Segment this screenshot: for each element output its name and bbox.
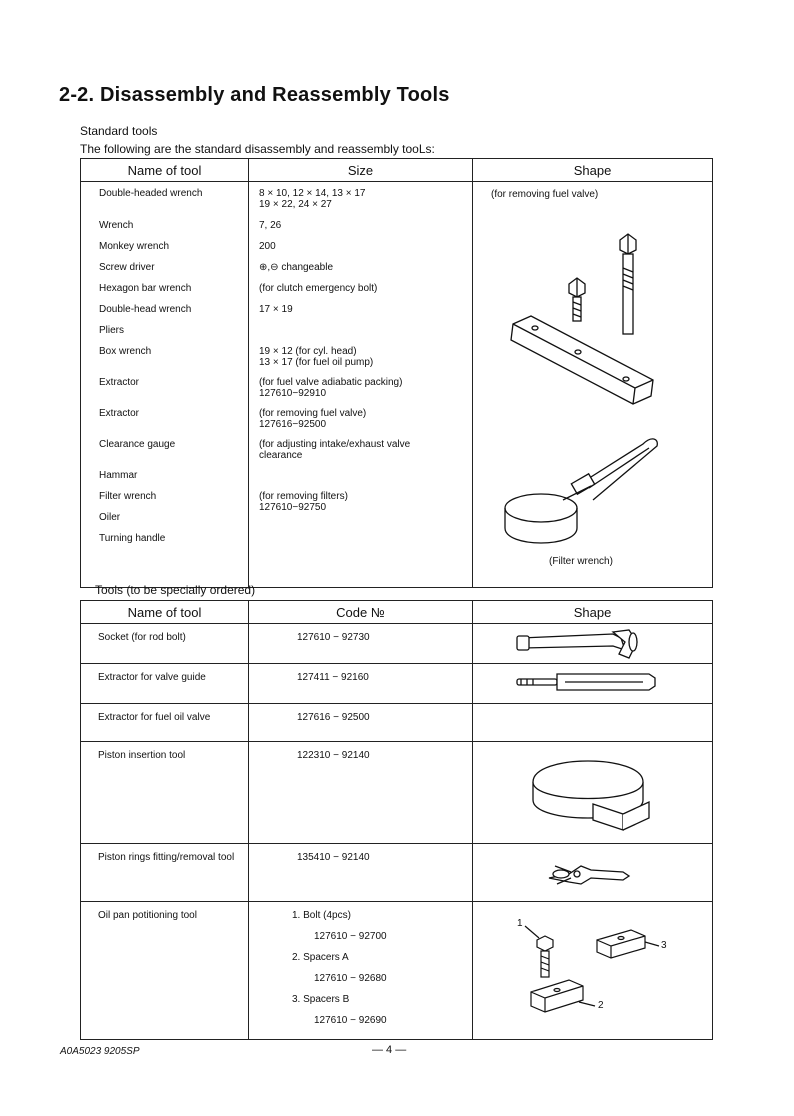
- column-header: Shape: [473, 159, 713, 182]
- part-code: 127610 − 92680: [314, 973, 387, 984]
- table-row: [81, 704, 713, 742]
- tool-shape-cell: [473, 624, 713, 664]
- part-code: 127610 − 92690: [314, 1015, 387, 1026]
- special-tools-heading: Tools (to be specially ordered): [95, 583, 256, 597]
- size-line: 127610−92910: [259, 388, 327, 399]
- part-label: 2. Spacers A: [292, 952, 349, 963]
- tool-name: Wrench: [99, 220, 134, 231]
- tool-name: Pliers: [99, 325, 125, 336]
- column-header: Size: [249, 159, 473, 182]
- tool-code: 127616 − 92500: [249, 704, 473, 742]
- page-number: — 4 —: [372, 1044, 407, 1056]
- column-header: Name of tool: [81, 159, 249, 182]
- tool-name: Extractor: [99, 377, 140, 388]
- tool-size: (for clutch emergency bolt): [259, 283, 378, 294]
- tool-name: Oil pan potitioning tool: [81, 902, 249, 1040]
- fuel-valve-tool-icon: [473, 182, 713, 587]
- size-line: 13 × 17 (for fuel oil pump): [259, 357, 374, 368]
- tool-name: Monkey wrench: [99, 241, 170, 252]
- tool-size: 17 × 19: [259, 304, 293, 315]
- valve-guide-extractor-icon: [473, 664, 711, 700]
- tool-shape-cell: [473, 844, 713, 902]
- tool-name: Socket (for rod bolt): [81, 624, 249, 664]
- tool-name: Double-headed wrench: [99, 188, 203, 199]
- table-row: [81, 844, 713, 902]
- part-code: 127610 − 92700: [314, 931, 387, 942]
- size-line: 8 × 10, 12 × 14, 13 × 17: [259, 188, 366, 199]
- tool-size: 7, 26: [259, 220, 282, 231]
- standard-tools-heading: Standard tools: [80, 124, 158, 138]
- tool-size: [259, 470, 472, 491]
- table-row: [81, 182, 713, 588]
- document-code: A0A5023 9205SP: [60, 1046, 140, 1057]
- size-line: (for adjusting intake/exhaust valve: [259, 439, 411, 450]
- callout-label: 1: [517, 918, 523, 929]
- tool-code-list: [249, 902, 473, 1040]
- callout-label: 3: [661, 940, 667, 951]
- tool-name: Double-head wrench: [99, 304, 192, 315]
- callout-label: 2: [598, 1000, 604, 1011]
- tool-name: Piston rings fitting/removal tool: [81, 844, 249, 902]
- special-tools-table: [80, 600, 713, 1040]
- tool-size-column: [249, 182, 473, 588]
- standard-tools-table: [80, 158, 713, 588]
- tool-code: 135410 − 92140: [249, 844, 473, 902]
- tool-name: Extractor for fuel oil valve: [81, 704, 249, 742]
- tool-shape-cell: [473, 664, 713, 704]
- column-header: Name of tool: [81, 601, 249, 624]
- piston-band-icon: [473, 742, 711, 840]
- column-header: Shape: [473, 601, 713, 624]
- table-row: [81, 664, 713, 704]
- size-line: (for removing filters): [259, 491, 348, 502]
- tool-size: [259, 408, 472, 439]
- size-line: 19 × 22, 24 × 27: [259, 199, 332, 210]
- tool-size: [259, 439, 472, 470]
- ring-pliers-icon: [473, 844, 711, 898]
- table-header-row: [81, 601, 713, 624]
- tool-size: [259, 188, 472, 220]
- part-label: 1. Bolt (4pcs): [292, 910, 351, 921]
- tool-name: Extractor for valve guide: [81, 664, 249, 704]
- tool-size: [259, 325, 472, 346]
- table-header-row: [81, 159, 713, 182]
- size-line: clearance: [259, 450, 303, 461]
- tool-name: Piston insertion tool: [81, 742, 249, 844]
- tool-size: [259, 533, 472, 554]
- tool-name: Clearance gauge: [99, 439, 176, 450]
- tool-shape-cell: [473, 182, 713, 588]
- table-row: [81, 742, 713, 844]
- size-line: 19 × 12 (for cyl. head): [259, 346, 357, 357]
- size-line: (for fuel valve adiabatic packing): [259, 377, 403, 388]
- tool-name: Screw driver: [99, 262, 155, 273]
- tool-name: Extractor: [99, 408, 140, 419]
- tool-size: [259, 377, 472, 408]
- tool-name: Hammar: [99, 470, 138, 481]
- shape-caption-top: (for removing fuel valve): [491, 189, 599, 200]
- size-line: (for removing fuel valve): [259, 408, 367, 419]
- tool-code: 122310 − 92140: [249, 742, 473, 844]
- tool-code: 127411 − 92160: [249, 664, 473, 704]
- tool-code: 127610 − 92730: [249, 624, 473, 664]
- tool-shape-cell: [473, 902, 713, 1040]
- tool-shape-cell: [473, 704, 713, 742]
- tool-size: [259, 346, 472, 377]
- tool-shape-cell: [473, 742, 713, 844]
- bolt-spacers-icon: [473, 902, 711, 1038]
- tool-name: Filter wrench: [99, 491, 157, 502]
- tool-name-column: [81, 182, 249, 588]
- tool-size: ⊕,⊖ changeable: [259, 262, 334, 273]
- part-label: 3. Spacers B: [292, 994, 350, 1005]
- size-line: 127616−92500: [259, 419, 327, 430]
- standard-tools-intro: The following are the standard disassembly and reassembly tooLs:: [80, 142, 435, 156]
- tool-name: Box wrench: [99, 346, 152, 357]
- tool-name: Oiler: [99, 512, 121, 523]
- shape-caption-bottom: (Filter wrench): [549, 556, 613, 567]
- table-row: [81, 624, 713, 664]
- tool-name: Turning handle: [99, 533, 166, 544]
- table-row: [81, 902, 713, 1040]
- tool-name: Hexagon bar wrench: [99, 283, 192, 294]
- page-title: 2-2. Disassembly and Reassembly Tools: [59, 84, 450, 106]
- tool-size: 200: [259, 241, 276, 252]
- tool-size: [259, 491, 472, 512]
- size-line: 127610−92750: [259, 502, 327, 512]
- tool-size: [259, 512, 472, 533]
- socket-wrench-icon: [473, 624, 711, 660]
- column-header: Code №: [249, 601, 473, 624]
